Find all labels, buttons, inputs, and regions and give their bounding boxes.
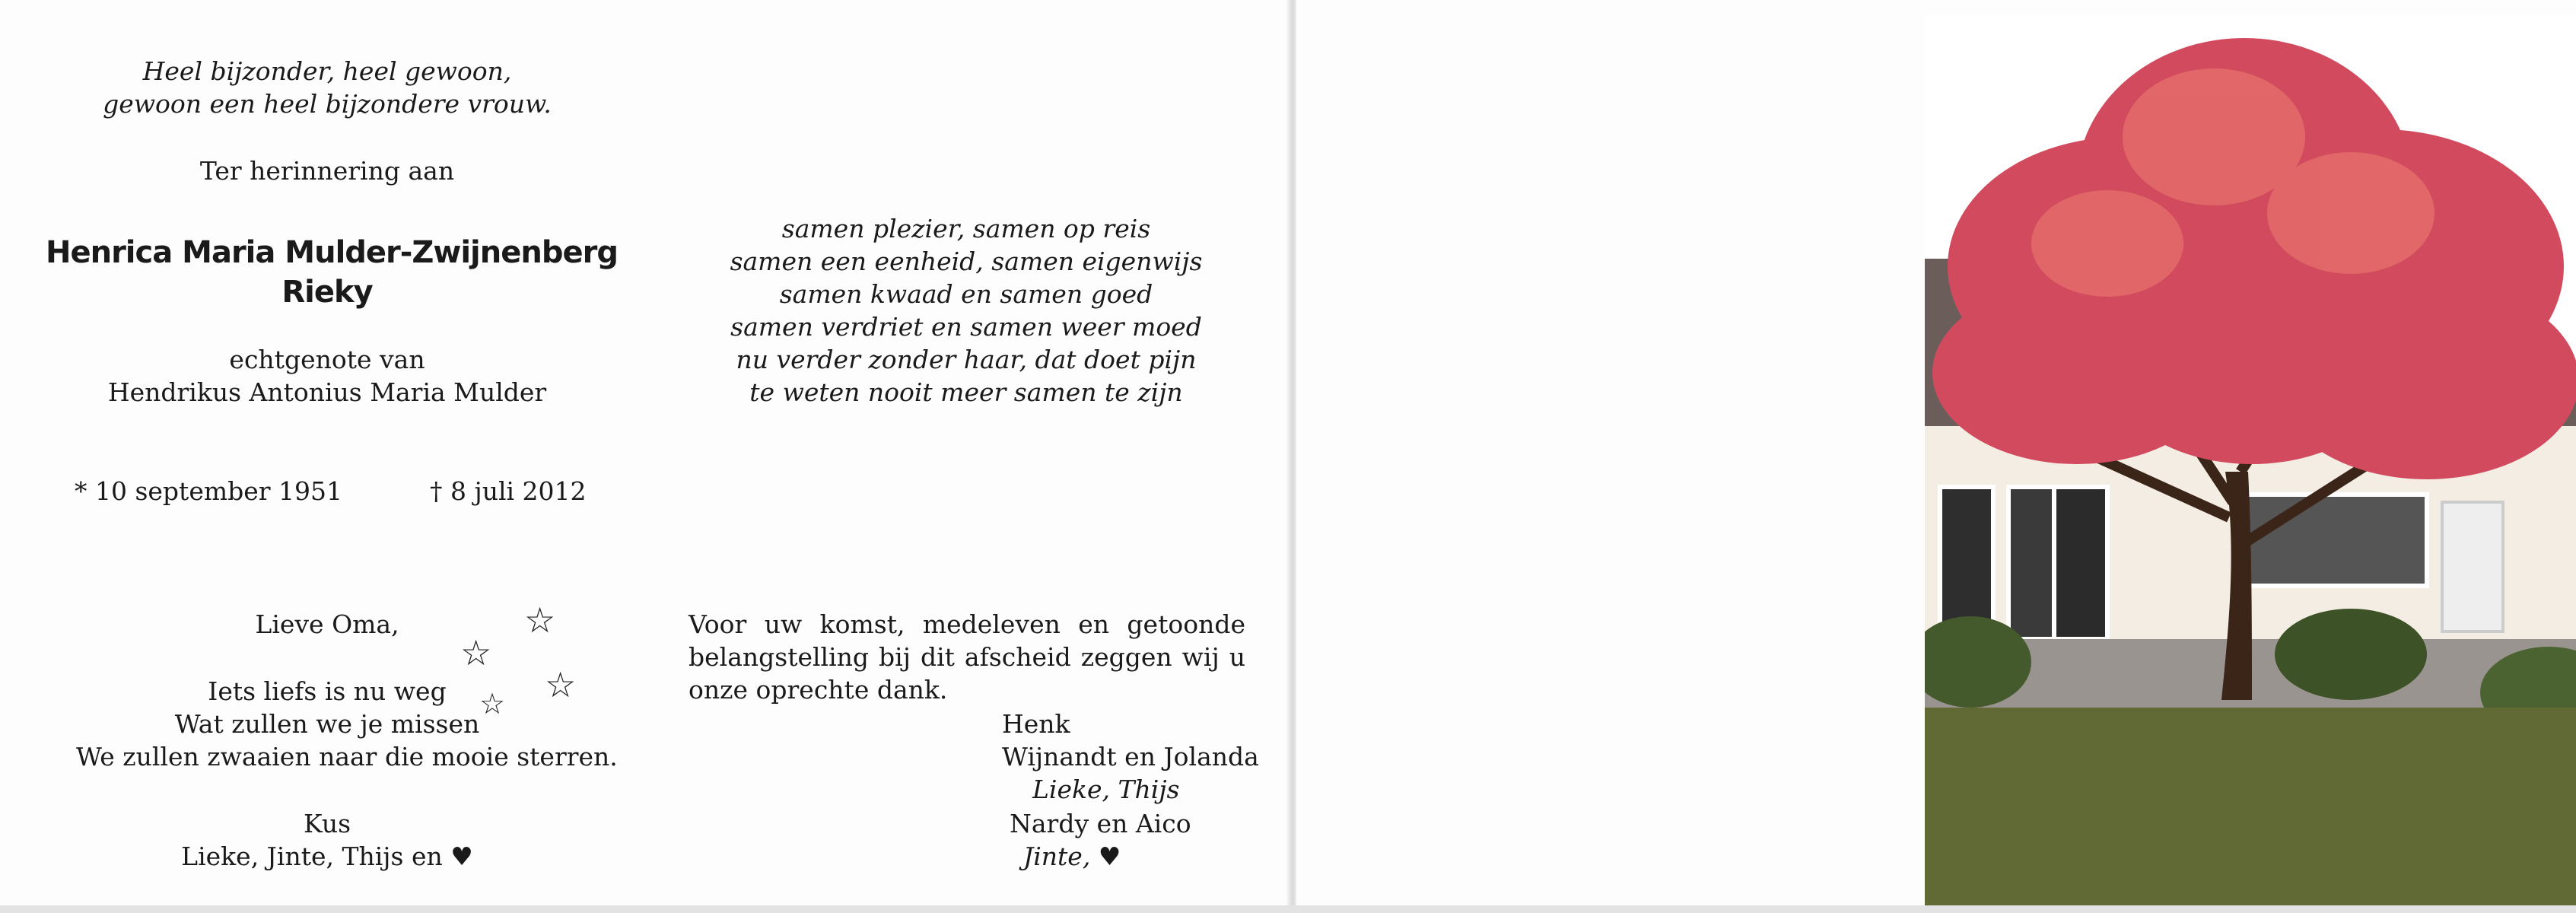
star-icon: ☆ [479, 687, 506, 721]
poem-line-1: Iets liefs is nu weg [208, 676, 447, 706]
shrub [2275, 609, 2427, 700]
family-signature-4: Nardy en Aico [1010, 809, 1191, 838]
star-icon: ☆ [545, 664, 577, 705]
fallen-leaves [1925, 708, 2576, 907]
poem-line-3: We zullen zwaaien naar die mooie sterren. [76, 742, 618, 771]
couple-poem-line-1: samen plezier, samen op reis [781, 214, 1151, 243]
family-signature-1: Henk [1002, 709, 1070, 739]
couple-poem-line-4: samen verdriet en samen weer moed [730, 312, 1202, 342]
star-icon: ☆ [524, 600, 556, 641]
star-icon: ☆ [460, 632, 492, 673]
deceased-full-name: Henrica Maria Mulder-Zwijnenberg [46, 235, 618, 270]
death-date: † 8 juli 2012 [430, 476, 587, 506]
birth-date: * 10 september 1951 [75, 476, 343, 506]
family-signature-3: Lieke, Thijs [1032, 775, 1180, 804]
motto-line-2: gewoon een heel bijzondere vrouw. [103, 89, 552, 119]
thank-you-text: Voor uw komst, medeleven en getoonde belangstelling bij dit afscheid zeggen wij u onze oprechte dank. [689, 609, 1245, 705]
card-bottom-edge [0, 905, 2576, 913]
poem-line-2: Wat zullen we je missen [174, 709, 480, 739]
house-door [1940, 487, 1993, 639]
house-window [2008, 487, 2054, 639]
deceased-nickname: Rieky [281, 275, 373, 310]
spouse-intro: echtgenote van [229, 345, 425, 374]
couple-poem-line-6: te weten nooit meer samen te zijn [749, 377, 1183, 407]
poem-closing: Kus [303, 809, 351, 838]
couple-poem-line-3: samen kwaad en samen goed [779, 279, 1153, 309]
motto-line-1: Heel bijzonder, heel gewoon, [142, 56, 512, 86]
in-memory-label: Ter herinnering aan [199, 156, 455, 186]
poem-greeting: Lieve Oma, [255, 609, 399, 639]
family-signature-5: Jinte, ♥ [1023, 841, 1121, 871]
couple-poem-line-5: nu verder zonder haar, dat doet pijn [736, 345, 1197, 374]
house-door [2054, 487, 2107, 639]
house-door [2442, 502, 2503, 631]
couple-poem-line-2: samen een eenheid, samen eigenwijs [730, 247, 1203, 276]
memorial-photo [1925, 15, 2576, 907]
family-signature-2: Wijnandt en Jolanda [1002, 742, 1259, 771]
poem-signature: Lieke, Jinte, Thijs en ♥ [181, 841, 473, 871]
spouse-name: Hendrikus Antonius Maria Mulder [107, 377, 547, 407]
house-window [2244, 495, 2427, 586]
